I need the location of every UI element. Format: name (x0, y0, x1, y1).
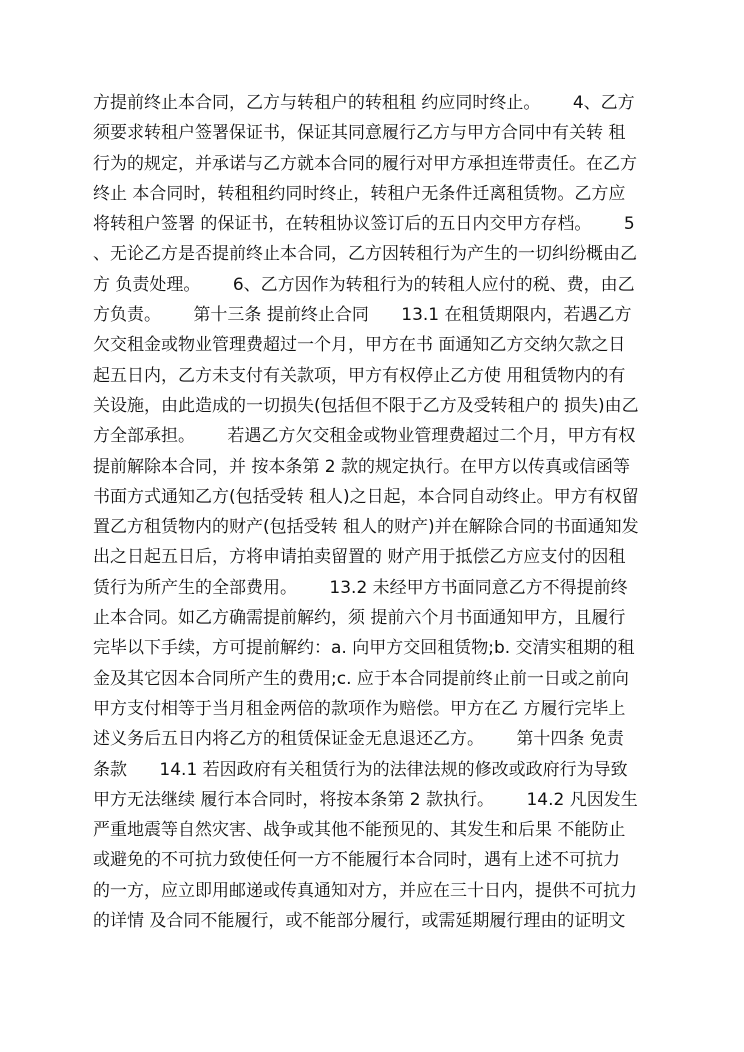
text-line: 完毕以下手续，方可提前解约：a. 向甲方交回租赁物;b. 交清实租期的租 (93, 638, 635, 659)
text-line: 赁行为所产生的全部费用。 13.2 未经甲方书面同意乙方不得提前终 (93, 577, 628, 598)
contract-body-text (93, 88, 659, 936)
text-line: 关设施，由此造成的一切损失(包括但不限于乙方及受转租户的 损失)由乙 (93, 395, 639, 416)
text-line: 述义务后五日内将乙方的租赁保证金无息退还乙方。 第十四条 免责 (93, 729, 624, 750)
text-line: 方提前终止本合同，乙方与转租户的转租租 约应同时终止。 4、乙方 (93, 93, 635, 113)
text-line: 书面方式通知乙方(包括受转 租人)之日起，本合同自动终止。甲方有权留 (93, 486, 639, 507)
text-line: 甲方支付相等于当月租金两倍的款项作为赔偿。甲方在乙 方履行完毕上 (93, 698, 626, 719)
text-line: 甲方无法继续 履行本合同时，将按本条第 2 款执行。 14.2 凡因发生 (93, 789, 638, 810)
text-line: 止本合同。如乙方确需提前解约，须 提前六个月书面通知甲方，且履行 (93, 608, 626, 629)
text-line: 须要求转租户签署保证书，保证其同意履行乙方与甲方合同中有关转 租 (93, 123, 626, 144)
text-line: 终止 本合同时，转租租约同时终止，转租户无条件迁离租赁物。乙方应 (93, 183, 626, 204)
text-line: 提前解除本合同，并 按本条第 2 款的规定执行。在甲方以传真或信函等 (93, 456, 631, 477)
text-line: 欠交租金或物业管理费超过一个月，甲方在书 面通知乙方交纳欠款之日 (93, 335, 626, 356)
text-line: 严重地震等自然灾害、战争或其他不能预见的、其发生和后果 不能防止 (93, 820, 626, 841)
text-line: 的一方，应立即用邮递或传真通知对方，并应在三十日内，提供不可抗力 (93, 880, 637, 901)
text-line: 方负责。 第十三条 提前终止合同 13.1 在租赁期限内，若遇乙方 (93, 305, 632, 326)
text-line: 置乙方租赁物内的财产(包括受转 租人的财产)并在解除合同的书面通知发 (93, 517, 639, 538)
text-line: 或避免的不可抗力致使任何一方不能履行本合同时，遇有上述不可抗力 (93, 850, 620, 871)
text-line: 行为的规定，并承诺与乙方就本合同的履行对甲方承担连带责任。在乙方 (93, 153, 637, 174)
text-line: 、无论乙方是否提前终止本合同，乙方因转租行为产生的一切纠纷概由乙 (93, 244, 637, 265)
text-line: 将转租户签署 的保证书，在转租协议签订后的五日内交甲方存档。 5 (93, 214, 635, 235)
text-line: 的详情 及合同不能履行，或不能部分履行，或需延期履行理由的证明文 (93, 911, 626, 932)
text-line: 出之日起五日后，方将申请拍卖留置的 财产用于抵偿乙方应支付的因租 (93, 547, 626, 568)
text-line: 方全部承担。 若遇乙方欠交租金或物业管理费超过二个月，甲方有权 (93, 426, 636, 447)
text-line: 金及其它因本合同所产生的费用;c. 应于本合同提前终止前一日或之前向 (93, 668, 629, 689)
text-line: 方 负责处理。 6、乙方因作为转租行为的转租人应付的税、费，由乙 (93, 274, 635, 295)
text-line: 条款 14.1 若因政府有关租赁行为的法律法规的修改或政府行为导致 (93, 759, 628, 780)
text-line: 起五日内，乙方未支付有关款项，甲方有权停止乙方使 用租赁物内的有 (93, 365, 626, 386)
